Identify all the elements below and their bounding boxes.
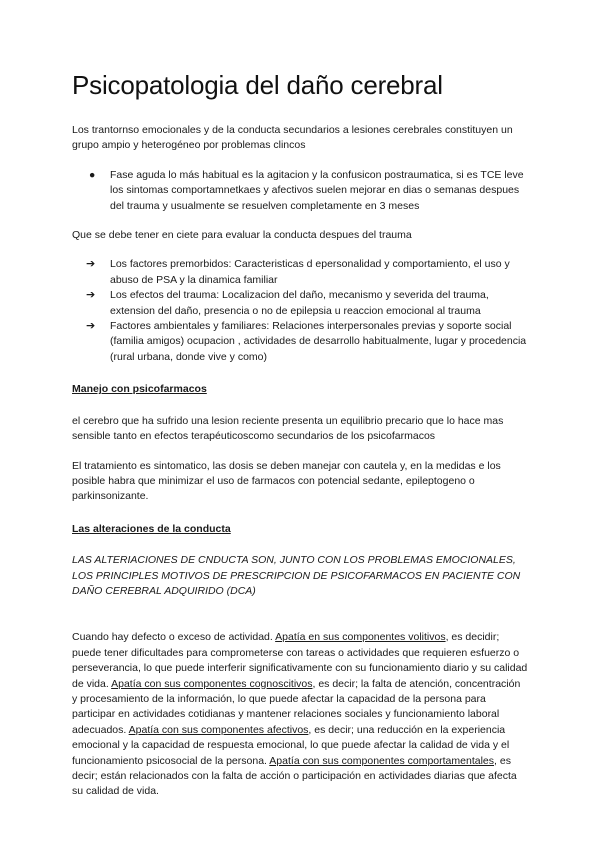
list-item-text: Los efectos del trauma: Localizacion del daño, mecanismo y severida del trauma, extension del daño, presencia o no de epilepsia u reaccion emocional al trauma — [110, 289, 489, 317]
section-heading-conducta: Las alteraciones de la conducta — [72, 522, 231, 535]
underlined-term: Apatía con sus componentes afectivos — [128, 723, 309, 736]
intro-paragraph: Los trantornso emocionales y de la conducta secundarios a lesiones cerebrales constituyen un grupo ampio y heterogéneo por problemas clincos — [72, 124, 513, 152]
list-item-text: Factores ambientales y familiares: Relaciones interpersonales previas y soporte social (familia amigos) ocupacion , actividades de desarrollo habitualmente, lugar y procedencia (rural urbana, donde vive y como) — [110, 320, 527, 363]
underlined-term: Apatía con sus componentes cognoscitivos — [111, 677, 313, 690]
bullet-dot-icon: ● — [89, 168, 96, 181]
paragraph: El tratamiento es sintomatico, las dosis se deben manejar con cautela y, en la medidas e los posible habra que minimizar el uso de farmacos con potencial sedante, epileptogeno o parkinsonizante. — [72, 459, 501, 503]
list-item — [72, 319, 528, 365]
text-run: , es decidir; puede tener dificultades para comprometerse con tareas o actividades que requieren esfuerzo o perseverancia, lo que puede interferir significativamente con su funcionamiento diario y su calidad de vida. — [72, 631, 528, 690]
apatia-paragraph — [72, 630, 528, 799]
factors-list — [72, 257, 528, 365]
arrow-right-icon: ➔ — [86, 258, 96, 271]
text-run: , es decir; están relacionados con la falta de acción o participación en actividades diarias que afecta su calidad de vida. — [72, 754, 517, 798]
text-run: Cuando hay defecto o exceso de actividad. — [72, 631, 276, 644]
underlined-term: Apatía en sus componentes volitivos — [275, 631, 446, 644]
section-heading-psicofarmacos: Manejo con psicofarmacos — [72, 383, 207, 396]
question-paragraph: Que se debe tener en ciete para evaluar la conducta despues del trauma — [72, 229, 412, 242]
page-title: Psicopatologia del daño cerebral — [72, 70, 443, 100]
paragraph: el cerebro que ha sufrido una lesion reciente presenta un equilibrio precario que lo hace mas sensible tanto en efectos terapéuticoscomo secundarios de los psicofarmacos — [72, 414, 504, 443]
list-item — [72, 168, 528, 214]
list-item-text: Los factores premorbidos: Caracteristicas d epersonalidad y comportamiento, el uso y abuso de PSA y la dinamica familiar — [110, 258, 510, 286]
list-item — [72, 257, 528, 288]
list-item — [72, 288, 528, 319]
underlined-term: Apatía con sus componentes comportamentales — [269, 754, 495, 767]
caps-italic-paragraph: LAS ALTERIACIONES DE CNDUCTA SON, JUNTO CON LOS PROBLEMAS EMOCIONALES, LOS PRINCIPLES MOTIVOS DE PRESCRIPCION DE PSICOFARMACOS EN PACIENTE CON DAÑO CEREBRAL ADQUIRIDO (DCA) — [72, 554, 521, 597]
text-run: , es decir; la falta de atención, concentración y procesamiento de la información, lo que puede afectar la capacidad de la persona para participar en actividades cotidianas y mantener relaciones sociales y funcionamiento laboral adecuados. — [72, 677, 521, 736]
arrow-right-icon: ➔ — [86, 289, 96, 302]
bullet-list — [72, 168, 528, 214]
document-page — [72, 68, 528, 800]
arrow-right-icon: ➔ — [86, 320, 96, 333]
list-item-text: Fase aguda lo más habitual es la agitacion y la confusicon postraumatica, si es TCE leve los sintomas comportamnetkaes y afectivos suelen mejorar en dias o semanas despues del trauma y usualmente se resuelven completamente en 3 meses — [110, 168, 524, 212]
text-run: , es decir; una reducción en la experiencia emocional y la capacidad de respuesta emocional, lo que puede afectar la calidad de vida y el funcionamiento psicosocial de la persona. — [72, 723, 510, 767]
